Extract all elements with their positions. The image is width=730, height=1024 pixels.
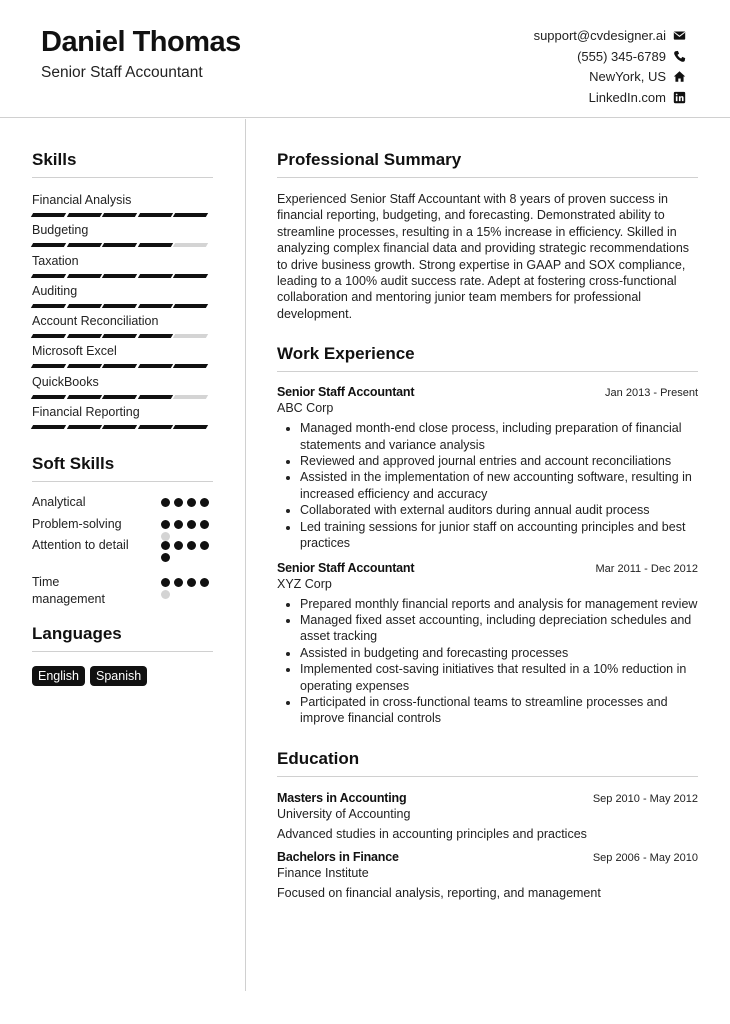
skill-item (32, 402, 213, 432)
sidebar (32, 150, 213, 686)
skill-item (32, 220, 213, 250)
education-description: Focused on financial analysis, reporting, and management (277, 885, 601, 900)
contact-location (534, 67, 686, 88)
skill-dot (200, 498, 209, 507)
skill-bar-segment (138, 213, 173, 217)
skill-bar-segment (102, 243, 137, 247)
skill-name: Microsoft Excel (32, 344, 117, 359)
skill-level-bar (32, 274, 213, 278)
skill-level-bar (32, 213, 213, 217)
education-entry (277, 791, 698, 841)
main-content (277, 150, 698, 900)
skill-bar-segment (66, 364, 101, 368)
language-badge: Spanish (90, 666, 147, 686)
degree-title: Masters in Accounting (277, 790, 407, 805)
skill-name: QuickBooks (32, 374, 99, 389)
summary-text: Experienced Senior Staff Accountant with 8 years of proven success in financial reporting, budgeting, and forecasting. Demonstrated ability to streamline processes, resulting in a 15% increase in efficiency. Skilled in analyzing complex financial data and providing strategic recommendations to drive business growth. Strong expertise in GAAP and SOX compliance, leading to a 100% audit success rate. Adept at fostering cross-functional collaboration and mentoring junior team members for professional development. (277, 192, 690, 321)
contact-email[interactable] (534, 25, 686, 46)
job-bullet: • Led training sessions for junior staff on accounting principles and best practices (300, 519, 698, 552)
skill-name: Financial Reporting (32, 405, 140, 420)
school-name: Finance Institute (277, 865, 369, 880)
soft-skills-list (32, 494, 213, 612)
skill-bar-segment (138, 304, 173, 308)
job-bullet: • Assisted in budgeting and forecasting processes (300, 645, 698, 661)
job-company: ABC Corp (277, 401, 334, 416)
skill-bar-segment (173, 395, 208, 399)
skill-bar-segment (31, 395, 66, 399)
skill-item (32, 372, 213, 402)
skill-dot (161, 553, 170, 562)
skill-item (32, 251, 213, 281)
skill-item (32, 311, 213, 341)
job-date: Jan 2013 - Present (605, 387, 698, 400)
job-bullet: • Implemented cost-saving initiatives that resulted in a 10% reduction in operating expenses (300, 661, 698, 694)
skill-bar-segment (66, 334, 101, 338)
skill-bar-segment (31, 425, 66, 429)
contact-email-text: support@cvdesigner.ai (533, 27, 666, 43)
job-company: XYZ Corp (277, 576, 332, 591)
job-entry (277, 561, 698, 727)
skill-dot (161, 520, 170, 529)
resume-header (0, 0, 730, 118)
skill-dot (200, 541, 209, 550)
soft-skill-name: Attention to detail (32, 538, 129, 553)
skill-name: Budgeting (32, 223, 89, 238)
languages-list (32, 666, 213, 686)
skill-name: Taxation (32, 253, 79, 268)
job-bullet: • Collaborated with external auditors during annual audit process (300, 502, 698, 518)
degree-title: Bachelors in Finance (277, 849, 399, 864)
skill-bar-segment (102, 334, 137, 338)
skill-level-bar (32, 243, 213, 247)
skill-dot (174, 578, 183, 587)
soft-skill-item (32, 574, 213, 612)
soft-skill-item (32, 537, 213, 574)
skill-name: Financial Analysis (32, 193, 132, 207)
skill-bar-segment (31, 243, 66, 247)
envelope-icon (672, 28, 686, 42)
contact-linkedin-text: LinkedIn.com (588, 90, 666, 106)
education-description: Advanced studies in accounting principles and practices (277, 826, 587, 841)
education-date: Sep 2006 - May 2010 (592, 851, 698, 864)
skill-bar-segment (31, 334, 66, 338)
skill-bar-segment (173, 425, 208, 429)
job-bullets (277, 420, 698, 551)
linkedin-icon (672, 91, 686, 105)
skill-dot (161, 541, 170, 550)
skill-bar-segment (66, 213, 101, 217)
skill-dot (200, 578, 209, 587)
phone-icon (672, 49, 686, 63)
skill-level-bar (32, 304, 213, 308)
skill-dot (187, 541, 196, 550)
skill-dot (200, 520, 209, 529)
skill-bar-segment (31, 364, 66, 368)
school-name: University of Accounting (277, 806, 411, 821)
job-title: Senior Staff Accountant (277, 560, 415, 575)
skill-bar-segment (138, 243, 173, 247)
home-icon (672, 70, 686, 84)
job-bullet: • Assisted in the implementation of new accounting software, resulting in increased efficiency and accuracy (300, 469, 698, 502)
skill-dot (187, 578, 196, 587)
soft-skill-name: Time management (32, 575, 105, 606)
skill-bar-segment (173, 274, 208, 278)
skill-bar-segment (102, 213, 137, 217)
skill-level-bar (32, 364, 213, 368)
job-bullet: • Managed fixed asset accounting, including depreciation schedules and asset tracking (300, 612, 698, 645)
job-bullet: • Managed month-end close process, including preparation of financial statements and variance analysis (300, 420, 698, 453)
skill-bar-segment (66, 243, 101, 247)
candidate-title: Senior Staff Accountant (41, 64, 203, 81)
job-bullet: • Participated in cross-functional teams to streamline processes and improve financial controls (300, 694, 698, 727)
skill-bar-segment (66, 274, 101, 278)
education-date: Sep 2010 - May 2012 (592, 792, 698, 805)
skills-heading: Skills (32, 150, 213, 178)
skill-item (32, 341, 213, 371)
soft-skill-item (32, 516, 213, 537)
skill-dot (161, 498, 170, 507)
job-title: Senior Staff Accountant (277, 385, 415, 400)
skill-item (32, 281, 213, 311)
education-entry (277, 850, 698, 900)
skill-bar-segment (102, 304, 137, 308)
skill-bar-segment (173, 304, 208, 308)
soft-skills-heading: Soft Skills (32, 454, 213, 482)
skill-bar-segment (138, 364, 173, 368)
education-heading: Education (277, 749, 698, 777)
job-entry (277, 385, 698, 551)
skill-level-bar (32, 334, 213, 338)
candidate-name: Daniel Thomas (41, 26, 241, 58)
skill-bar-segment (66, 395, 101, 399)
job-bullets (277, 596, 698, 727)
skill-bar-segment (138, 274, 173, 278)
skills-list (32, 190, 213, 432)
job-date: Mar 2011 - Dec 2012 (595, 562, 698, 575)
skill-bar-segment (102, 364, 137, 368)
skill-dot (161, 578, 170, 587)
summary-heading: Professional Summary (277, 150, 698, 178)
skill-bar-segment (138, 425, 173, 429)
skill-dot (174, 541, 183, 550)
skill-level-bar (32, 395, 213, 399)
soft-skill-name: Problem-solving (32, 517, 122, 532)
contact-linkedin[interactable] (534, 87, 686, 108)
contact-phone[interactable] (534, 46, 686, 67)
language-badge: English (32, 666, 85, 686)
soft-skill-dots (161, 574, 213, 599)
soft-skill-item (32, 494, 213, 516)
skill-bar-segment (173, 334, 208, 338)
skill-dot (161, 590, 170, 599)
skill-dot (187, 520, 196, 529)
skill-bar-segment (31, 213, 66, 217)
skill-bar-segment (138, 334, 173, 338)
languages-heading: Languages (32, 624, 213, 652)
experience-heading: Work Experience (277, 344, 698, 372)
contact-phone-text: (555) 345-6789 (577, 48, 666, 64)
job-bullet: • Reviewed and approved journal entries and account reconciliations (300, 453, 698, 469)
skill-bar-segment (102, 395, 137, 399)
soft-skill-dots (161, 537, 213, 562)
contact-block (534, 25, 686, 108)
skill-name: Auditing (32, 283, 78, 298)
skill-dot (174, 498, 183, 507)
skill-bar-segment (102, 274, 137, 278)
skill-bar-segment (173, 213, 208, 217)
skill-bar-segment (173, 243, 208, 247)
contact-location-text: NewYork, US (589, 69, 666, 85)
skill-bar-segment (173, 364, 208, 368)
skill-item (32, 190, 213, 220)
skill-bar-segment (66, 425, 101, 429)
soft-skill-name: Analytical (32, 495, 86, 510)
skill-bar-segment (138, 395, 173, 399)
skill-bar-segment (102, 425, 137, 429)
skill-name: Account Reconciliation (32, 314, 159, 329)
skill-level-bar (32, 425, 213, 429)
skill-bar-segment (66, 304, 101, 308)
skill-dot (187, 498, 196, 507)
job-bullet: • Prepared monthly financial reports and analysis for management review (300, 596, 698, 612)
column-divider (245, 119, 246, 991)
skill-bar-segment (31, 274, 66, 278)
soft-skill-dots (161, 494, 213, 507)
skill-bar-segment (31, 304, 66, 308)
skill-dot (174, 520, 183, 529)
